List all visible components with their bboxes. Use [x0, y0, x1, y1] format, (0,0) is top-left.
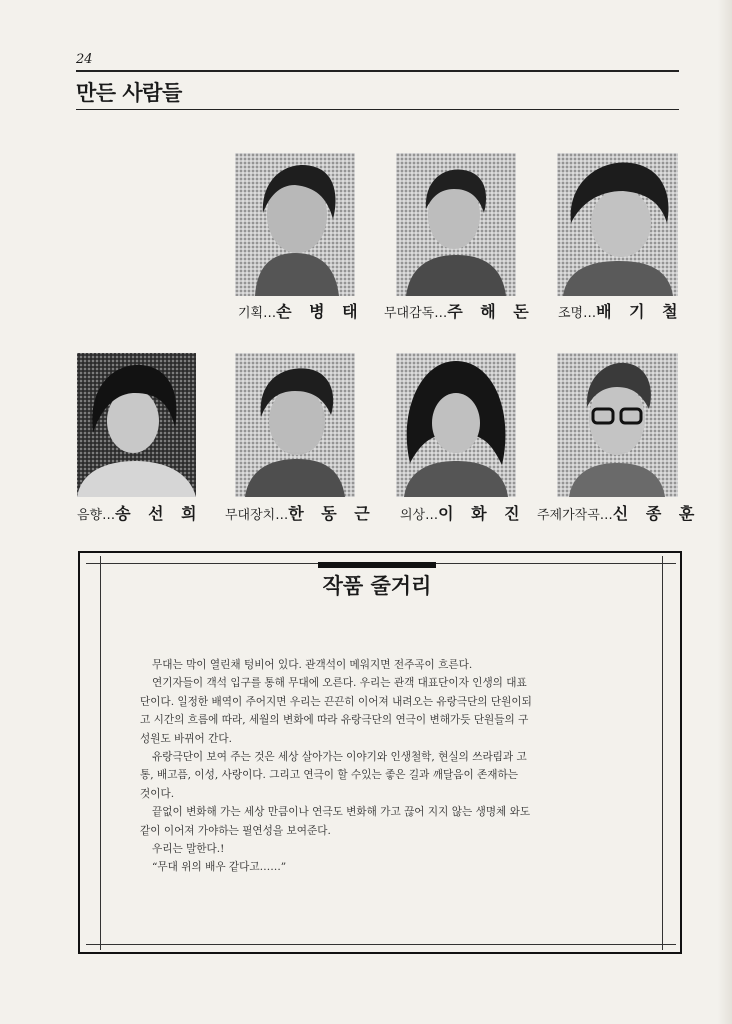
synopsis-line: 통, 배고픔, 이성, 사랑이다. 그리고 연극이 할 수있는 좋은 길과 깨달음이 존재하는 [140, 769, 518, 782]
credit-role: 음향… [77, 508, 116, 523]
box-inner-line-left [100, 556, 101, 950]
credit-role: 주제가작곡… [537, 508, 613, 523]
portrait-photo-composer [557, 353, 678, 497]
page-number: 24 [76, 52, 93, 67]
credit-caption [384, 299, 535, 322]
portrait-photo-stage-set [235, 353, 355, 497]
synopsis-heading: 작품 줄거리 [322, 574, 432, 598]
box-inner-line-bottom [86, 944, 676, 945]
synopsis-line: 연기자들이 객석 입구를 통해 무대에 오른다. 우리는 관객 대표단이자 인생의 대표 [152, 677, 527, 690]
portrait-photo-sound [77, 353, 196, 497]
synopsis-line: 무대는 막이 열린채 텅비어 있다. 관객석이 메워지면 전주곡이 흐른다. [152, 659, 473, 671]
credit-caption [400, 501, 526, 524]
synopsis-body [140, 656, 625, 877]
header-rule-bottom [76, 109, 679, 110]
credit-name: 한 동 근 [288, 504, 376, 523]
credit-role: 무대감독… [384, 306, 448, 321]
synopsis-line: 고 시간의 흐름에 따라, 세월의 변화에 따라 유랑극단의 연극이 변해가듯 단원들의 구 [140, 714, 529, 727]
synopsis-line: 유랑극단이 보여 주는 것은 세상 살아가는 이야기와 인생철학, 현실의 쓰라림과 고 [152, 751, 527, 764]
credit-caption [77, 501, 203, 524]
credit-name: 주 해 돈 [447, 302, 535, 321]
credit-caption [537, 501, 700, 524]
credit-name: 신 종 훈 [612, 504, 701, 523]
credit-role: 기획… [238, 306, 277, 321]
portrait-photo-planning [235, 153, 355, 296]
credit-role: 무대장치… [225, 508, 289, 523]
synopsis-line: 끝없이 변화해 가는 세상 만큼이나 연극도 변화해 가고 끊어 지지 않는 생명체 와도 [152, 806, 531, 819]
credit-name: 송 선 희 [115, 504, 203, 523]
portrait-photo-stage-director [396, 153, 516, 296]
box-inner-line-right [662, 556, 663, 950]
synopsis-line: 단이다. 일정한 배역이 주어지면 우리는 끈끈히 이어져 내려오는 유랑극단의 단원이되 [140, 695, 532, 708]
portrait-silhouette [557, 153, 678, 296]
credit-role: 조명… [558, 306, 597, 321]
synopsis-line: 것이다. [140, 787, 175, 800]
credit-caption [238, 299, 364, 322]
portrait-silhouette [235, 153, 355, 296]
synopsis-line: “무대 위의 배우 같다고……” [152, 861, 287, 874]
portrait-silhouette [235, 353, 355, 497]
header-rule-top [76, 70, 679, 72]
synopsis-line: 성원도 바뀌어 간다. [140, 732, 232, 745]
portrait-silhouette [77, 353, 196, 497]
portrait-silhouette [557, 353, 678, 497]
section-title: 만든 사람들 [76, 81, 182, 105]
credit-name: 손 병 태 [276, 302, 364, 321]
credit-caption [558, 299, 684, 322]
portrait-silhouette [396, 153, 516, 296]
page-edge [718, 0, 732, 1024]
credit-name: 배 기 철 [596, 302, 684, 321]
synopsis-line: 같이 이어져 가야하는 필연성을 보여준다. [140, 824, 331, 837]
credit-caption [225, 501, 376, 524]
synopsis-line: 우리는 말한다.! [152, 843, 225, 856]
credit-name: 이 화 진 [438, 504, 526, 523]
portrait-photo-costume [396, 353, 516, 497]
synopsis-heading-bar [318, 562, 436, 568]
credit-role: 의상… [400, 508, 439, 523]
portrait-silhouette [396, 353, 516, 497]
portrait-photo-lighting [557, 153, 678, 296]
